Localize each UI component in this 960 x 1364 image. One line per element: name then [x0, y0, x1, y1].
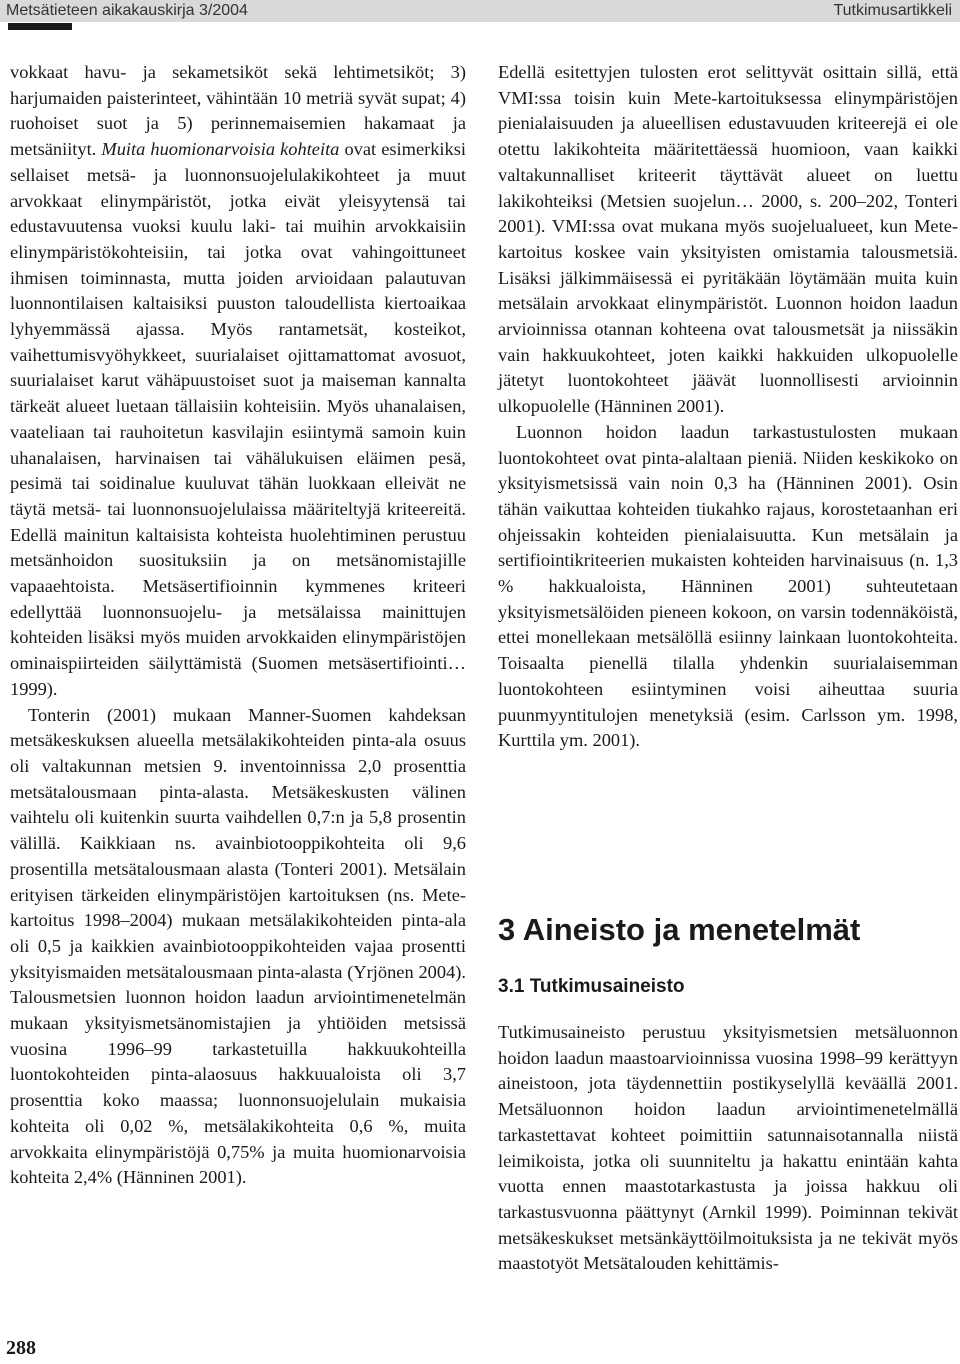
- paragraph: Edellä esitettyjen tulosten erot selittyvät osittain sillä, että VMI:ssa toisin kuin Mete-kartoituksessa elinympäristöjen pienialaisuuden ja alueellisen edustavuuden kriteerejä ei ole otettu lakikohteita määritettäessä huomioon, vaan kaikki valtakunnalliset kriteerit täyttävät alueet on luettu lakikohteiksi (Metsien suojelun… 2000, s. 200–202, Tonteri 2001). VMI:ssa ovat mukana myös suojelualueet, kun Mete-kartoitus koskee vain yksityisten omistamia talousmetsiä. Lisäksi jälkimmäisessä ei pyritäkään löytämään muita kuin metsälain arvokkaat elinympäristöt. Luonnon hoidon laadun arvioinnissa otannan kohteena ovat talousmetsät ja niissäkin vain hakkuukohteet, joten kaikki hakkuiden ulkopuolelle jätetyt luontokohteet jäävät luonnollisesti arvioinnin ulkopuolelle (Hänninen 2001).: [498, 62, 958, 417]
- italic-term: Muita huomionarvoisia kohteita: [101, 139, 340, 160]
- section-heading: 3 Aineisto ja menetelmät: [498, 912, 861, 947]
- right-column-continued: [498, 1020, 958, 1277]
- paragraph-text: ovat esimerkiksi sellaiset metsä- ja luonnonsuojelulakikohteet ja muut arvokkaat elinympäristöt, jotka eivät yleisyytensä tai edustavuutensa vuoksi kuulu laki- tai muihin arvokkaisiin elinympäristökohteisiin, tai jotka ovat vahingoittuneet ihmisen toiminnasta, mutta joiden arvioidaan palautuvan luonnontilaisen kaltaisiksi puuston taloudellista kiertoaikaa lyhyemmässä ajassa. Myös rantametsät, kosteikot, vaihettumisvyöhykkeet, suurialaiset ojittamattomat avosuot, suurialaiset karut vähäpuustoiset suot ja maiseman kannalta tärkeät alueet luetaan tällaisiin kohteisiin. Myös uhanalaisen, vaateliaan tai rauhoitetun kasvilajin esiintymä samoin kuin uhanalaisen, harvinaisen tai vähälukuisen eläimen pesä, pesimä tai soidinalue kuuluvat tähän luokkaan elleivät ne täytä metsä- tai luonnonsuojelulaissa määriteltyjä kriteereitä. Edellä mainitun kaltaisista kohteista huolehtiminen perustuu metsänhoidon suosituksiin ja on metsänomistajille vapaaehtoista. Metsäsertifioinnin kymmenes kriteeri edellyttää luonnonsuojelu- ja metsälaissa mainittujen kohteiden lisäksi myös muiden arvokkaiden elinympäristöjen ominaispiirteiden säilyttämistä (Suomen metsäsertifiointi… 1999).: [10, 139, 466, 699]
- paragraph: Luonnon hoidon laadun tarkastustulosten mukaan luontokohteet ovat pinta-alaltaan pieniä. Niiden keskikoko on yksityismetsissä vain noin 0,3 ha (Hänninen 2001). Osin tähän vaikuttaa kohteiden tiukahko rajaus, korostetaanhan eri ohjeissakin kohteiden pienialaisuutta. Kun metsälain ja sertifiointikriteerien mukaisten kohteiden harvinaisuus (n. 1,3 % hakkualoista, Hänninen 2001) suhteutetaan yksityismetsälöiden pieneen kokoon, on varsin todennäköistä, ettei monellekaan metsälöllä esiinny lainkaan luontokohteita. Toisaalta pienellä tilalla yhdenkin suurialaisemman luontokohteen esiintyminen voisi aiheuttaa suuria puunmyyntitulojen menetyksiä (esim. Carlsson ym. 1998, Kurttila ym. 2001).: [498, 421, 958, 751]
- paragraph: Tonterin (2001) mukaan Manner-Suomen kahdeksan metsäkeskuksen alueella metsälakikohteiden pinta-ala osuus oli valtakunnan metsien 9. inventoinnissa 2,0 prosenttia metsätalousmaan pinta-alasta. Metsäkeskusten välinen vaihtelu oli kuitenkin suurta vaihdellen 0,7:n ja 5,8 prosentin välillä. Kaikkiaan ns. avainbiotooppikohteita oli 9,6 prosentilla metsätalousmaan alasta (Tonteri 2001). Metsälain erityisen tärkeiden elinympäristöjen kartoituksen (ns. Mete-kartoitus 1998–2004) mukaan metsälakikohteiden pinta-ala oli 0,5 ja kaikkien avainbiotooppikohteiden vajaa prosentti yksityismaiden metsätalousmaan pinta-alasta (Yrjönen 2004). Talousmetsien luonnon hoidon laadun arviointimenetelmän mukaan yksityismetsänomistajien ja yhtiöiden metsissä vuosina 1996–99 tarkastetuilla hakkuukohteilla luontokohteiden pinta-alaosuus hakkuualoista oli 3,7 prosenttia koko maassa; luonnonsuojelulain mukaisia kohteita oli 0,02 %, metsälakikohteita 0,6 %, muita arvokkaita elinympäristöjä 0,75% ja muita huomionarvoisia kohteita 2,4% (Hänninen 2001).: [10, 704, 466, 1188]
- article-category: Tutkimusartikkeli: [833, 2, 952, 19]
- subsection-heading: 3.1 Tutkimusaineisto: [498, 976, 685, 997]
- journal-title: Metsätieteen aikakauskirja 3/2004: [6, 2, 248, 19]
- paragraph-text: vokkaat havu- ja sekametsiköt sekä lehtimetsiköt; 3) harjumaiden paisterinteet, vähintään 10 metriä syvät supat; 4) ruohoiset suot ja 5) perinnemaisemien hakamaat ja metsäniityt.: [10, 62, 466, 160]
- running-header: [0, 0, 960, 22]
- header-rule-mark: [8, 23, 72, 30]
- left-column: [10, 60, 466, 1191]
- right-column: [498, 60, 958, 754]
- paragraph: Tutkimusaineisto perustuu yksityismetsien metsäluonnon hoidon laadun maastoarvioinnissa vuosina 1998–99 kerättyyn aineistoon, jota täydennettiin postikyselyllä keväällä 2001. Metsäluonnon hoidon laadun arviointimenetelmällä tarkastettavat kohteet poimittiin satunnaisotannalla niistä leimikoista, jotka oli suunniteltu ja hakattu enintään kahta vuotta ennen maastotarkastusta ja joissa hakkuu oli tarkastusvuonna päättynyt (Arnkil 1999). Poiminnan tekivät metsäkeskukset metsänkäyttöilmoituksista ja ne tekivät myös maastotyöt Metsätalouden kehittämis-: [498, 1022, 958, 1274]
- paragraph: [10, 60, 466, 703]
- page-number: 288: [6, 1337, 36, 1359]
